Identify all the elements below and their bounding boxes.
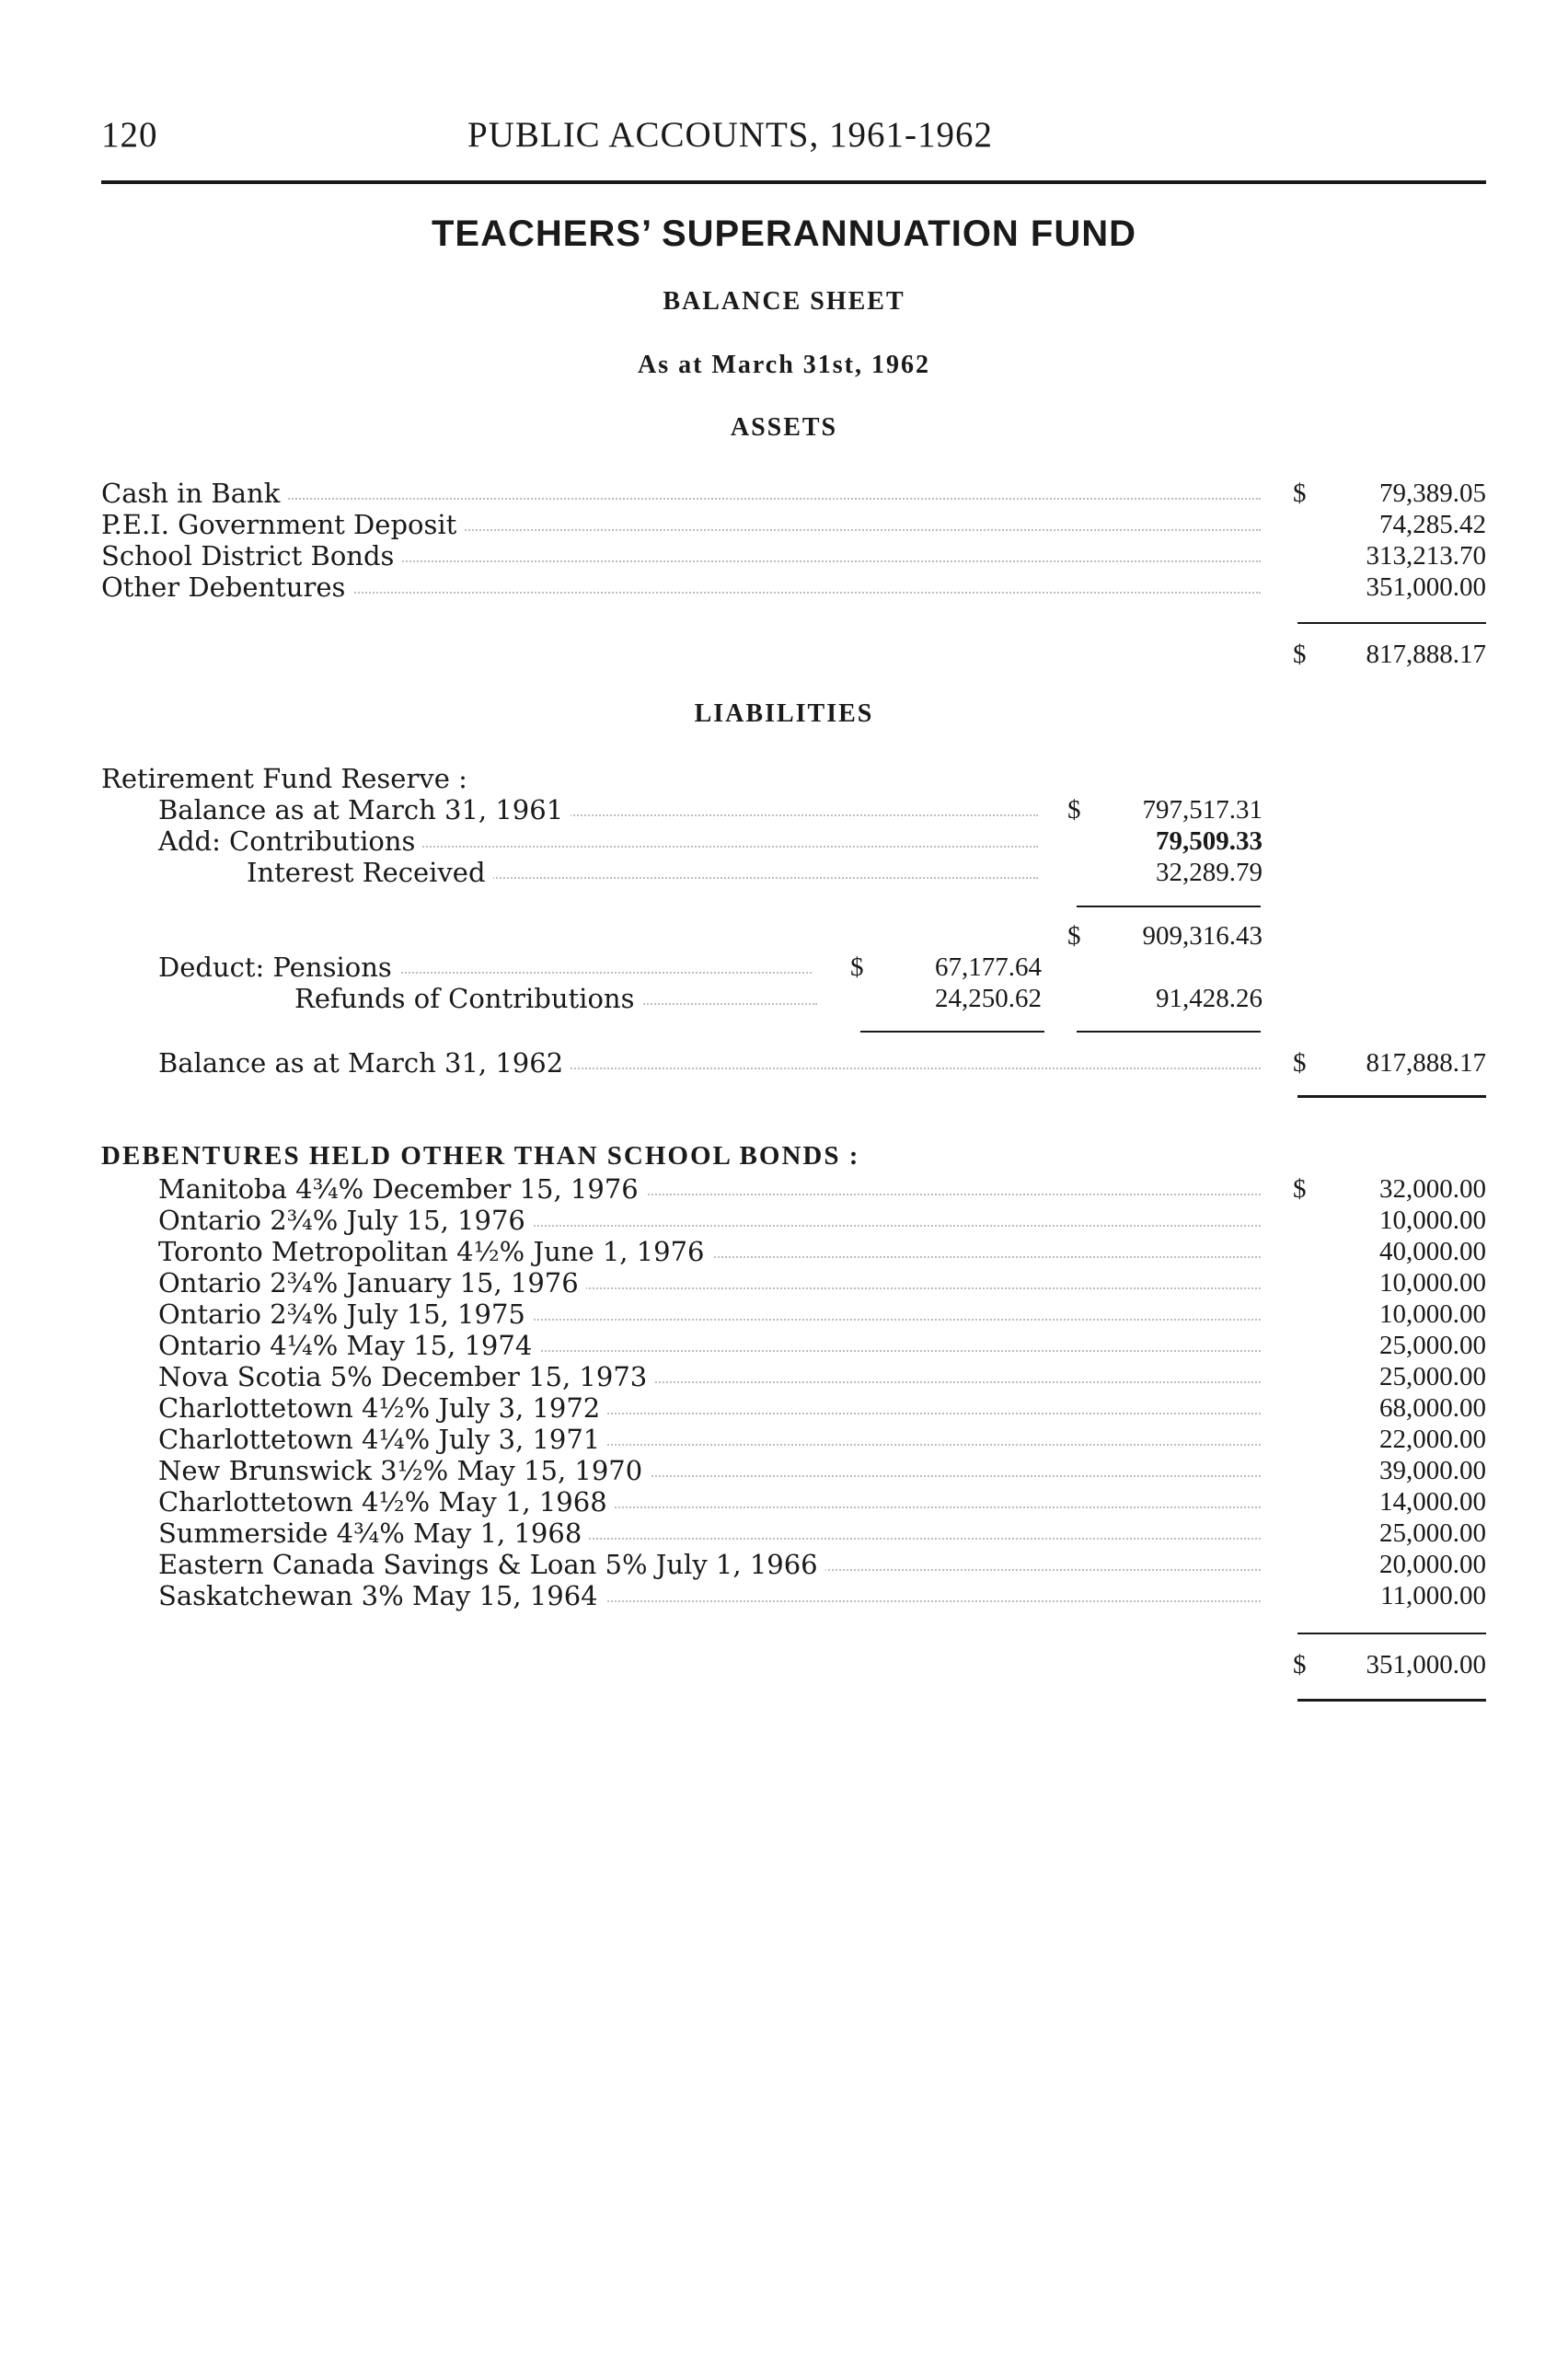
as-at-date: As at March 31st, 1962 — [637, 351, 930, 379]
asset-row-school-bonds — [101, 540, 1486, 571]
closing-balance-row — [158, 1047, 1486, 1079]
refunds-row — [294, 983, 1262, 1014]
document-title: TEACHERS’ SUPERANNUATION FUND — [431, 214, 1137, 254]
running-title: PUBLIC ACCOUNTS, 1961-1962 — [467, 115, 993, 155]
debenture-label: Nova Scotia 5% December 15, 1973 — [158, 1361, 654, 1392]
debenture-amount: 10,000.00 — [1379, 1268, 1486, 1298]
asset-amount: 313,213.70 — [1366, 541, 1486, 571]
opening-balance-amount: 797,517.31 — [1142, 795, 1262, 825]
debenture-label: Ontario 4¼% May 15, 1974 — [158, 1330, 539, 1361]
asset-amount: 79,389.05 — [1379, 479, 1486, 508]
asset-label: Cash in Bank — [101, 478, 287, 509]
debenture-row — [158, 1298, 1486, 1330]
reserve-label: Retirement Fund Reserve : — [101, 763, 475, 794]
dollar-sign: $ — [1067, 795, 1081, 825]
closing-balance-amount: 817,888.17 — [1366, 1048, 1486, 1078]
opening-balance-label: Balance as at March 31, 1961 — [158, 794, 571, 825]
debenture-label: Saskatchewan 3% May 15, 1964 — [158, 1580, 605, 1611]
dollar-sign: $ — [1293, 1650, 1307, 1679]
interest-row — [247, 857, 1262, 888]
contributions-amount: 79,509.33 — [1156, 826, 1262, 856]
debenture-amount: 11,000.00 — [1380, 1581, 1486, 1610]
debenture-label: Charlottetown 4¼% July 3, 1971 — [158, 1424, 607, 1455]
opening-balance-row — [158, 794, 1262, 825]
debenture-amount: 25,000.00 — [1379, 1362, 1486, 1391]
dollar-sign: $ — [1293, 1048, 1307, 1078]
debenture-amount: 39,000.00 — [1379, 1456, 1486, 1485]
refunds-label: Refunds of Contributions — [294, 983, 641, 1014]
debenture-label: Ontario 2¾% January 15, 1976 — [158, 1267, 586, 1298]
debenture-label: Charlottetown 4½% May 1, 1968 — [158, 1486, 615, 1518]
debenture-row — [158, 1361, 1486, 1392]
deductions-total-rule — [1077, 1031, 1261, 1033]
asset-label: Other Debentures — [101, 571, 352, 603]
contributions-label: Add: Contributions — [158, 825, 422, 857]
assets-subtotal-rule — [1297, 622, 1486, 624]
dollar-sign: $ — [850, 952, 864, 982]
balance-sheet-heading: BALANCE SHEET — [663, 287, 905, 316]
debenture-label: Toronto Metropolitan 4½% June 1, 1976 — [158, 1236, 712, 1267]
debenture-amount: 32,000.00 — [1379, 1174, 1486, 1204]
pensions-row — [158, 952, 1262, 983]
pensions-label: Deduct: Pensions — [158, 952, 399, 983]
liabilities-subtotal: 909,316.43 — [1142, 921, 1262, 951]
dollar-sign: $ — [1067, 921, 1081, 951]
debenture-amount: 68,000.00 — [1379, 1393, 1486, 1423]
closing-balance-label: Balance as at March 31, 1962 — [158, 1047, 571, 1079]
debentures-total-row — [101, 1649, 1486, 1680]
debenture-label: Ontario 2¾% July 15, 1975 — [158, 1298, 533, 1330]
debenture-label: Charlottetown 4½% July 3, 1972 — [158, 1392, 607, 1424]
interest-label: Interest Received — [247, 857, 493, 888]
debenture-label: Summerside 4¾% May 1, 1968 — [158, 1518, 589, 1549]
asset-label: School District Bonds — [101, 540, 401, 571]
deductions-total: 91,428.26 — [1156, 984, 1262, 1013]
interest-amount: 32,289.79 — [1156, 858, 1262, 887]
pensions-amount: 67,177.64 — [935, 952, 1042, 982]
debenture-amount: 25,000.00 — [1379, 1331, 1486, 1360]
debenture-row — [158, 1580, 1486, 1611]
assets-total-row — [101, 639, 1486, 670]
debenture-amount: 25,000.00 — [1379, 1518, 1486, 1548]
debentures-total-rule — [1297, 1699, 1486, 1702]
asset-row-other-debentures — [101, 571, 1486, 603]
reserve-label-row — [101, 763, 1486, 794]
debenture-amount: 14,000.00 — [1379, 1487, 1486, 1517]
debenture-amount: 40,000.00 — [1379, 1237, 1486, 1266]
debenture-label: Manitoba 4¾% December 15, 1976 — [158, 1173, 646, 1205]
debenture-label: Ontario 2¾% July 15, 1976 — [158, 1205, 533, 1236]
debenture-amount: 10,000.00 — [1379, 1299, 1486, 1329]
contributions-row — [158, 825, 1262, 857]
closing-double-rule — [1297, 1095, 1486, 1098]
asset-row-deposit — [101, 509, 1486, 540]
dollar-sign: $ — [1293, 479, 1307, 508]
debenture-row — [158, 1486, 1486, 1518]
debentures-subtotal-rule — [1297, 1633, 1486, 1634]
asset-amount: 74,285.42 — [1379, 510, 1486, 539]
liabilities-heading: LIABILITIES — [694, 699, 874, 728]
dollar-sign: $ — [1293, 1174, 1307, 1204]
asset-amount: 351,000.00 — [1366, 572, 1486, 602]
dollar-sign: $ — [1293, 640, 1307, 669]
debenture-row — [158, 1455, 1486, 1486]
debenture-row — [158, 1518, 1486, 1549]
asset-row-cash — [101, 478, 1486, 509]
debenture-row — [158, 1392, 1486, 1424]
debenture-row — [158, 1549, 1486, 1580]
debentures-total: 351,000.00 — [1366, 1650, 1486, 1679]
assets-heading: ASSETS — [730, 413, 838, 442]
header-rule — [101, 180, 1486, 184]
debentures-heading: DEBENTURES HELD OTHER THAN SCHOOL BONDS : — [101, 1141, 860, 1171]
debenture-label: New Brunswick 3½% May 15, 1970 — [158, 1455, 650, 1486]
deductions-rule — [860, 1031, 1044, 1033]
debenture-amount: 10,000.00 — [1379, 1206, 1486, 1235]
debenture-row — [158, 1424, 1486, 1455]
liabilities-subtotal-row — [158, 920, 1262, 952]
debenture-row — [158, 1236, 1486, 1267]
liabilities-subtotal-rule — [1077, 906, 1261, 907]
page-number: 120 — [101, 115, 158, 155]
debenture-amount: 22,000.00 — [1379, 1425, 1486, 1454]
debenture-row — [158, 1173, 1486, 1205]
debenture-row — [158, 1267, 1486, 1298]
assets-total: 817,888.17 — [1366, 640, 1486, 669]
debenture-label: Eastern Canada Savings & Loan 5% July 1, 1966 — [158, 1549, 825, 1580]
debenture-row — [158, 1330, 1486, 1361]
refunds-amount: 24,250.62 — [935, 984, 1042, 1013]
debenture-amount: 20,000.00 — [1379, 1550, 1486, 1579]
asset-label: P.E.I. Government Deposit — [101, 509, 464, 540]
debenture-row — [158, 1205, 1486, 1236]
